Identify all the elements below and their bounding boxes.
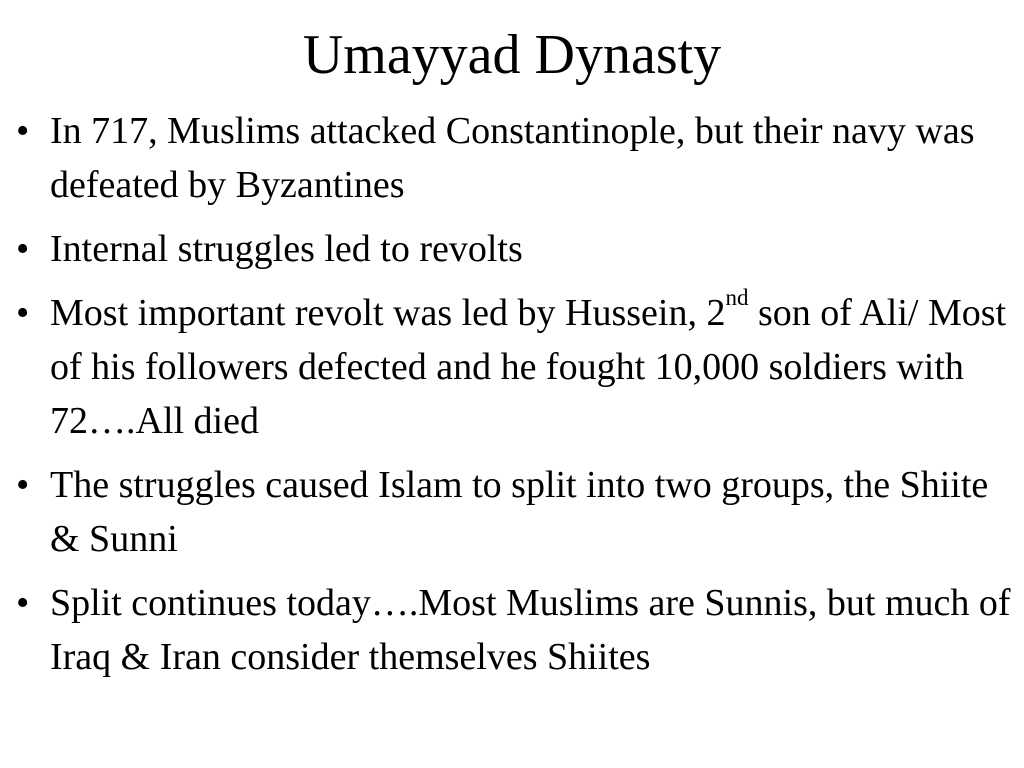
bullet-item [16, 104, 1020, 212]
bullet-text [50, 285, 1007, 442]
slide-title: Umayyad Dynasty [302, 24, 722, 86]
bullet-dot-icon: • [16, 292, 30, 334]
bullet-item [16, 576, 1020, 684]
bullet-list [16, 104, 1020, 694]
bullet-text-part: son of Ali/ Most of his followers defected and he fought 10,000 soldiers with 72….All died [50, 292, 1007, 442]
bullet-dot-icon: • [16, 228, 30, 270]
bullet-item [16, 286, 1020, 448]
superscript-ordinal: nd [725, 285, 749, 311]
bullet-text: Internal struggles led to revolts [50, 228, 523, 270]
bullet-dot-icon: • [16, 110, 30, 152]
bullet-text: In 717, Muslims attacked Constantinople, but their navy was defeated by Byzantines [50, 110, 975, 206]
bullet-dot-icon: • [16, 464, 30, 506]
bullet-item [16, 458, 1020, 566]
bullet-text: The struggles caused Islam to split into two groups, the Shiite & Sunni [50, 464, 989, 560]
bullet-dot-icon: • [16, 582, 30, 624]
bullet-text: Split continues today….Most Muslims are Sunnis, but much of Iraq & Iran consider themselves Shiites [50, 582, 1011, 678]
bullet-text-part: Most important revolt was led by Hussein, 2 [50, 292, 726, 334]
bullet-item [16, 222, 1020, 276]
